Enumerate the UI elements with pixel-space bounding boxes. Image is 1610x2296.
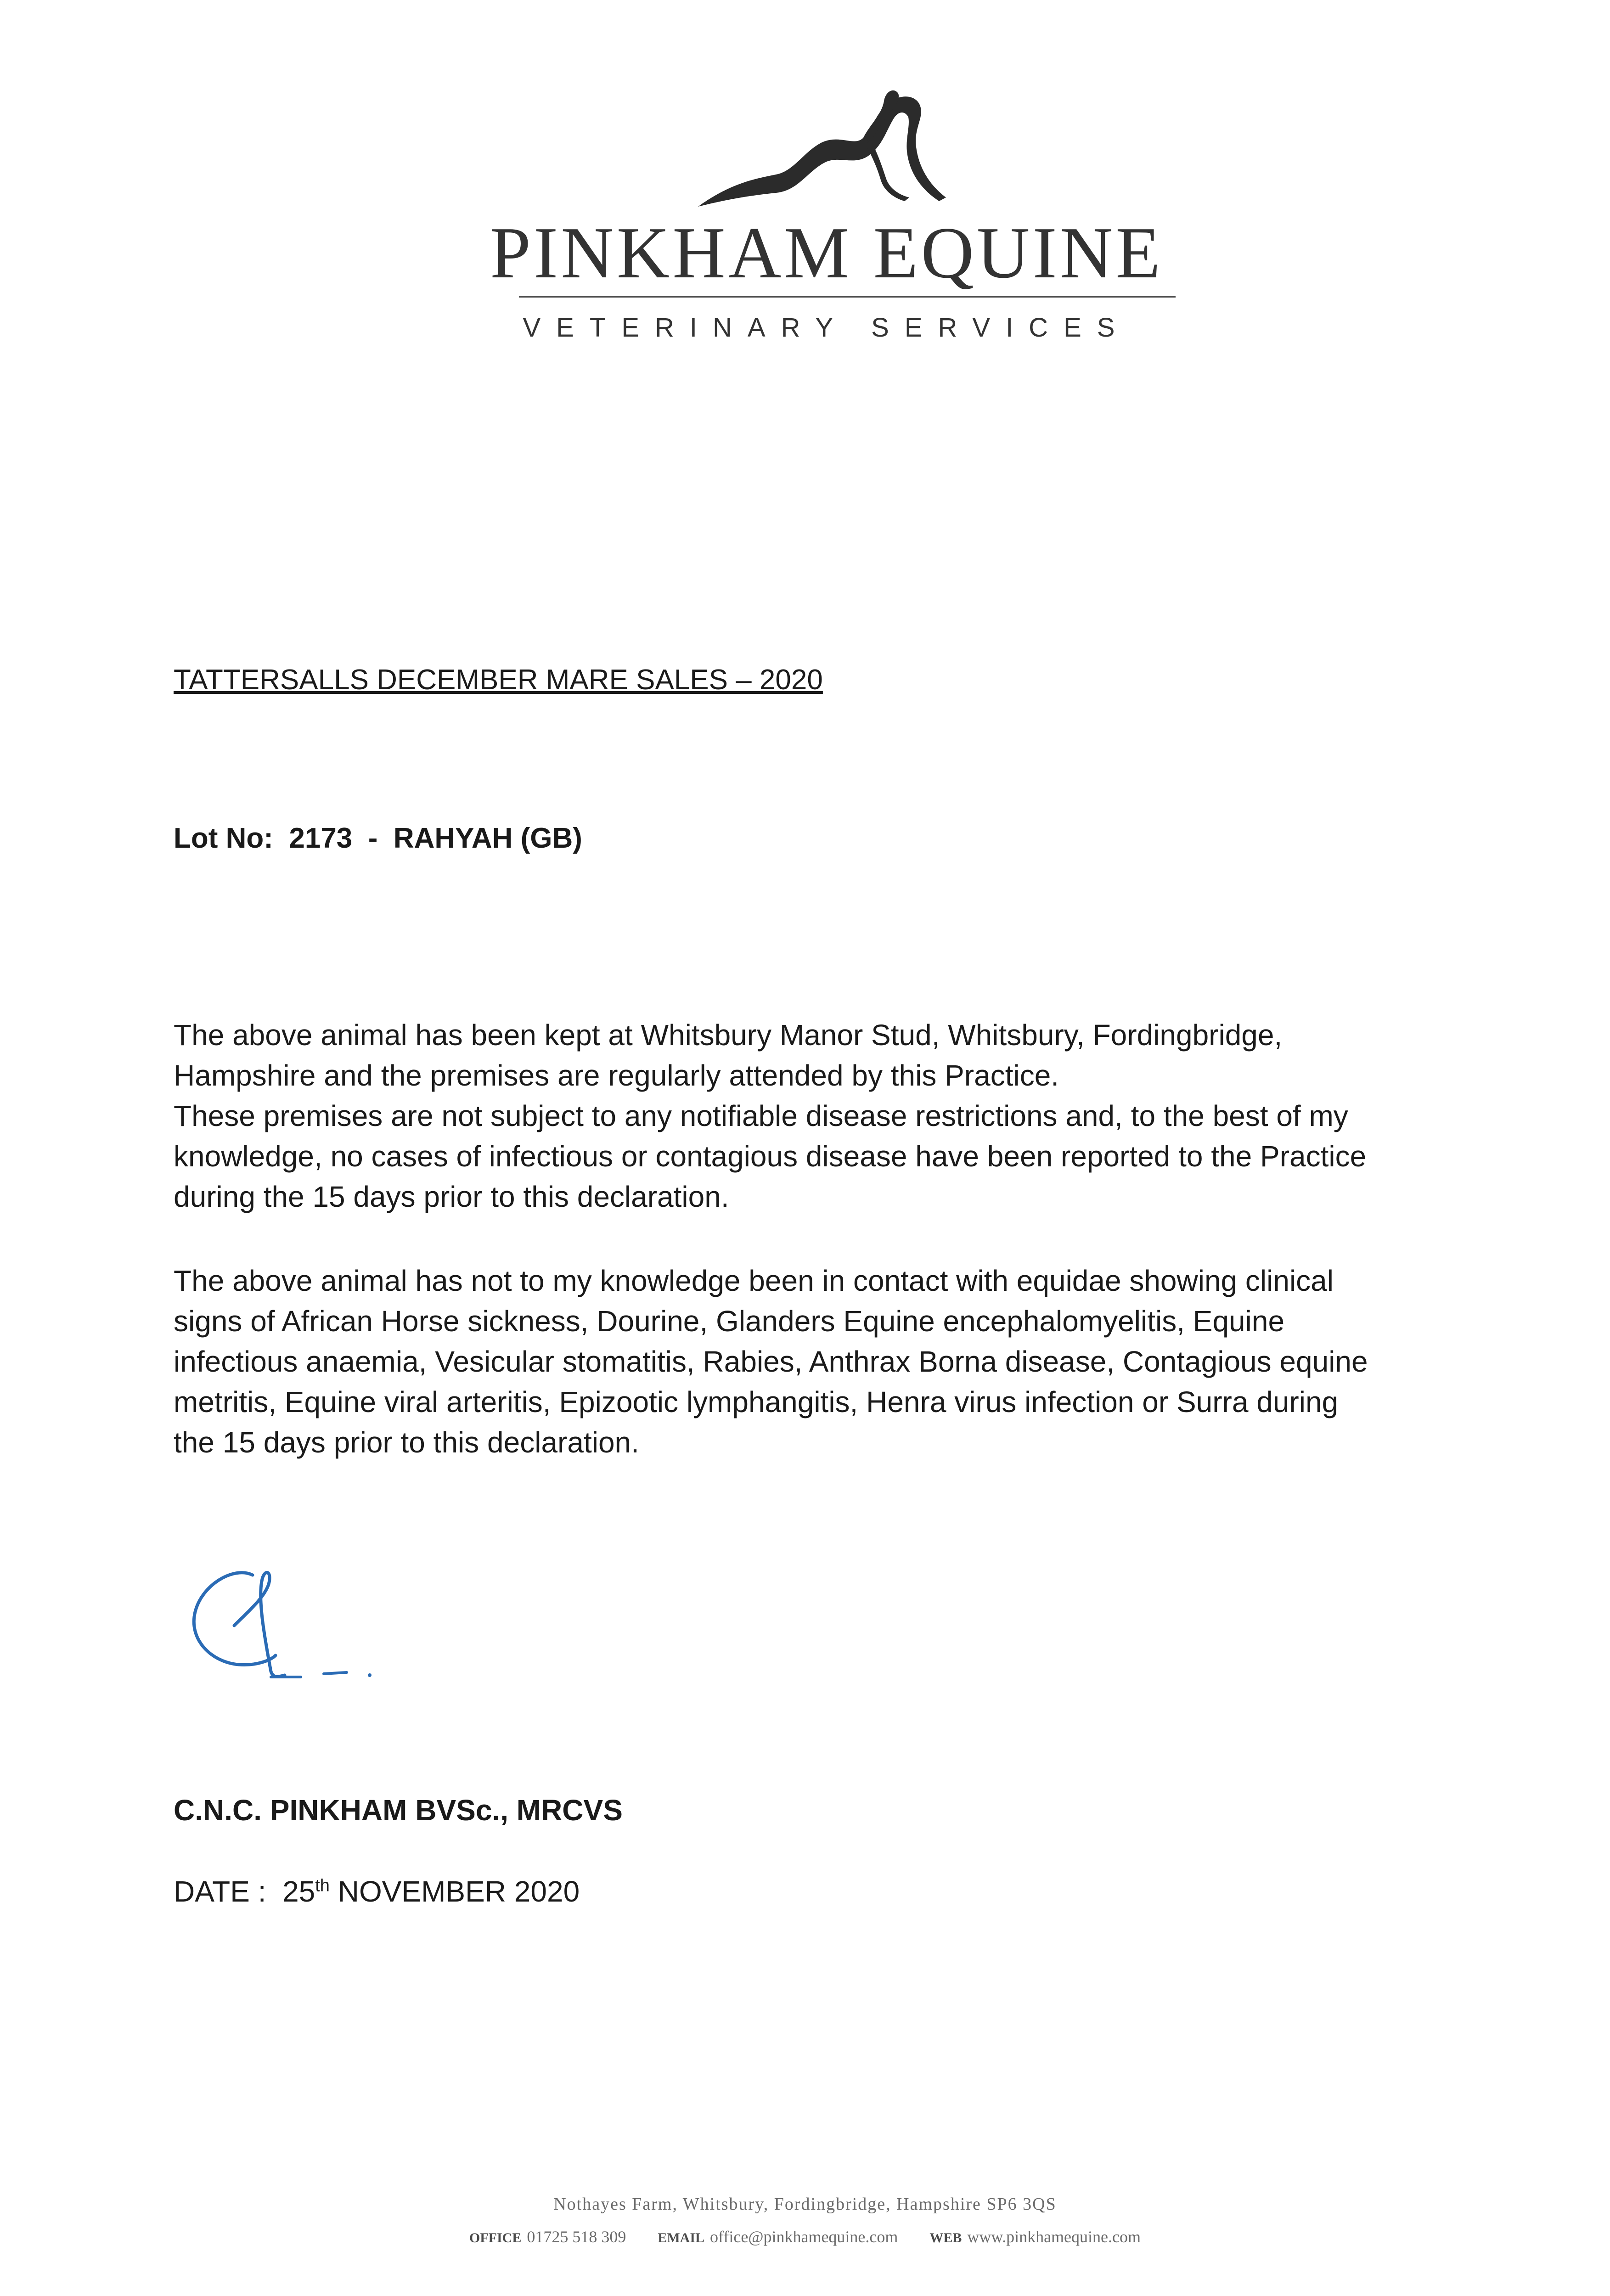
footer-address: Nothayes Farm, Whitsbury, Fordingbridge, Hampshire SP6 3QS (553, 2195, 1057, 2214)
brand-name: PINKHAM EQUINE (490, 212, 1164, 293)
signature-image (184, 1557, 395, 1694)
footer-contact (0, 2227, 1610, 2246)
date-month-year: NOVEMBER 2020 (329, 1875, 580, 1908)
signatory-name: C.N.C. PINKHAM BVSc., MRCVS (174, 1794, 623, 1827)
email-label: EMAIL (658, 2230, 705, 2245)
office-label: OFFICE (469, 2230, 522, 2245)
brand-subtitle: VETERINARY SERVICES (523, 313, 1131, 343)
horse-logo-icon (689, 83, 946, 211)
web-address: www.pinkhamequine.com (967, 2228, 1141, 2246)
paragraph-line: The above animal has been kept at Whitsbury Manor Stud, Whitsbury, Fordingbridge, (174, 1019, 1283, 1052)
paragraph-line: infectious anaemia, Vesicular stomatitis, Rabies, Anthrax Borna disease, Contagious equine (174, 1345, 1368, 1378)
email-address: office@pinkhamequine.com (710, 2228, 898, 2246)
paragraph-line: These premises are not subject to any notifiable disease restrictions and, to the best of my (174, 1099, 1348, 1132)
date-suffix: th (315, 1876, 330, 1896)
paragraph-line: the 15 days prior to this declaration. (174, 1426, 639, 1459)
paragraph-line: signs of African Horse sickness, Dourine, Glanders Equine encephalomyelitis, Equine (174, 1305, 1285, 1338)
declaration-paragraph-1 (174, 1015, 1551, 1217)
lot-line: Lot No: 2173 - RAHYAH (GB) (174, 822, 582, 854)
office-phone: 01725 518 309 (527, 2228, 626, 2246)
date-line (174, 1874, 580, 1908)
sale-title: TATTERSALLS DECEMBER MARE SALES – 2020 (174, 664, 823, 696)
paragraph-line: metritis, Equine viral arteritis, Epizootic lymphangitis, Henra virus infection or Surra during (174, 1385, 1339, 1418)
paragraph-line: knowledge, no cases of infectious or contagious disease have been reported to the Practice (174, 1140, 1367, 1173)
paragraph-line: during the 15 days prior to this declaration. (174, 1180, 729, 1213)
brand-divider (519, 296, 1176, 298)
date-label: DATE : (174, 1875, 266, 1908)
web-label: WEB (929, 2230, 962, 2245)
paragraph-line: The above animal has not to my knowledge been in contact with equidae showing clinical (174, 1264, 1334, 1297)
date-day: 25 (282, 1875, 315, 1908)
paragraph-line: Hampshire and the premises are regularly attended by this Practice. (174, 1059, 1059, 1092)
declaration-paragraph-2 (174, 1261, 1551, 1463)
